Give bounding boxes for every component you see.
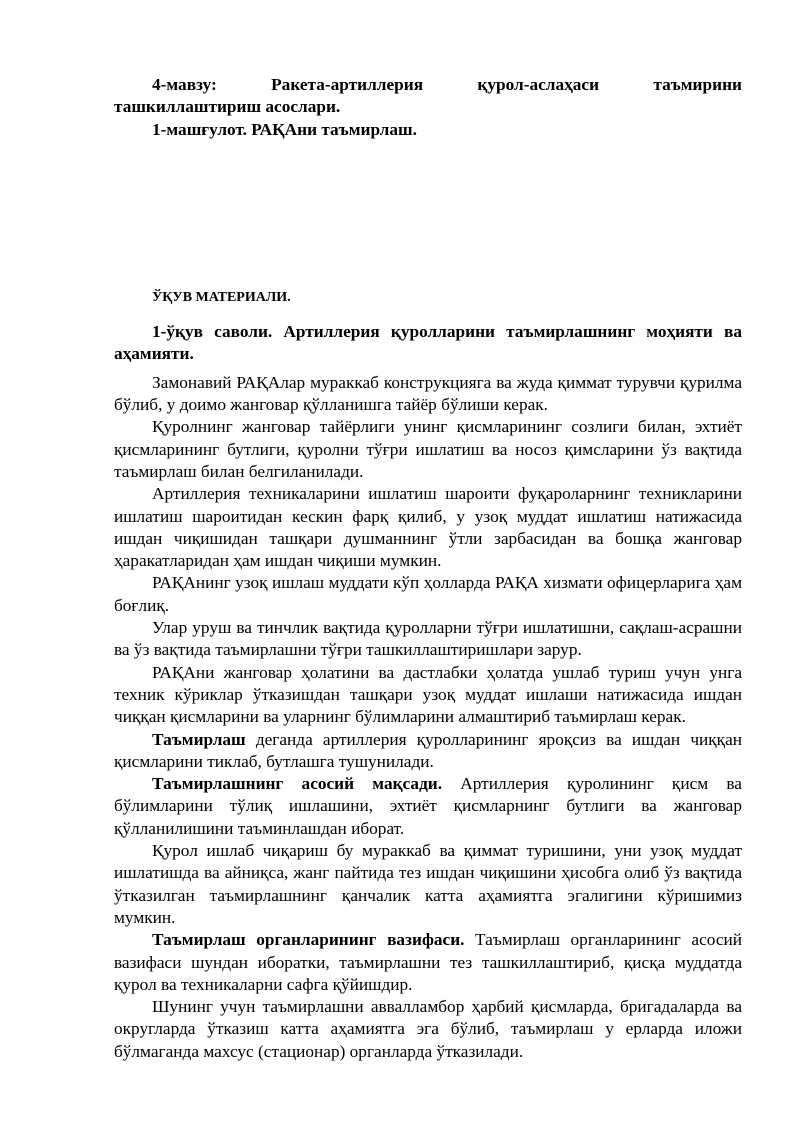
term-bold: Таъмирлаш органларининг вазифаси. bbox=[152, 930, 465, 950]
lesson-title: 1-машғулот. РАҚАни таъмирлаш. bbox=[152, 119, 417, 139]
document-page bbox=[114, 74, 742, 1063]
spacer bbox=[114, 141, 742, 287]
paragraph-6: РАҚАни жанговар ҳолатини ва дастлабки ҳолатда ушлаб туриш учун унга техник кўриклар ўтказишдан ташқари узоқ муддат ишлаши натижасида ишдан чиққан қисмларини ва уларнинг бўлимларини алмаштириб таъмирлаш керак. bbox=[114, 662, 742, 727]
paragraph-2: Қуролнинг жанговар тайёрлиги унинг қисмларининг созлиги билан, эхтиёт қисмларининг бутлиги, қуролни тўғри ишлатиш ва носоз қимсларини ўз вақтида таъмирлаш билан белгиланилади. bbox=[114, 417, 742, 481]
topic-title: 4-мавзу: Ракета-артиллерия қурол-аслаҳаси таъмирини ташкиллаштириш асослари. bbox=[114, 75, 742, 117]
section-label: ЎҚУВ МАТЕРИАЛИ. bbox=[152, 289, 291, 305]
question-heading: 1-ўқув саволи. Артиллерия қуролларини таъмирлашнинг моҳияти ва аҳамияти. bbox=[114, 322, 742, 364]
paragraph-4: РАҚАнинг узоқ ишлаш муддати кўп ҳолларда РАҚА хизмати офицерларига ҳам боғлиқ. bbox=[114, 573, 742, 615]
paragraph-10: Таъмирлаш органларининг вазифаси. Таъмирлаш органларининг асосий вазифаси шундан иборатки, таъмирлашни тез ташкиллаштириб, қисқа муддатда қурол ва техникаларни сафга қўйишдир. bbox=[114, 930, 742, 994]
paragraph-1: Замонавий РАҚАлар мураккаб конструкцияга ва жуда қиммат турувчи қурилма бўлиб, у доимо жанговар қўлланишга тайёр бўлиши керак. bbox=[114, 372, 742, 415]
paragraph-9: Қурол ишлаб чиқариш бу мураккаб ва қиммат туришини, уни узоқ муддат ишлатишда ва айниқса, жанг пайтида тез ишдан чиқишини ҳисобга олиб ўз вақтида ўтказилган таъмирлашнинг қанчалик катта аҳамиятга эгалигини кўришимиз мумкин. bbox=[114, 841, 742, 927]
paragraph-5: Улар уруш ва тинчлик вақтида қуролларни тўғри ишлатишни, сақлаш-асрашни ва ўз вақтида таъмирлашни тўғри ташкиллаштиришлари зарур. bbox=[114, 618, 742, 660]
paragraph-11: Шунинг учун таъмирлашни аввалламбор ҳарбий қисмларда, бригадаларда ва округларда ўтказиш катта аҳамиятга эга бўлиб, таъмирлаш у ерларда иложи бўлмаганда махсус (стационар) органларда ўтказилади. bbox=[114, 997, 742, 1061]
term-bold: Таъмирлаш bbox=[152, 729, 246, 749]
term-bold: Таъмирлашнинг асосий мақсади. bbox=[152, 774, 443, 794]
paragraph-8: Таъмирлашнинг асосий мақсади. Артиллерия қуролининг қисм ва бўлимларини тўлиқ ишлашини, эхтиёт қисмларнинг бутлиги ва жанговар қўлланилишини таъминлашдан иборат. bbox=[114, 774, 742, 838]
paragraph-7: Таъмирлаш деганда артиллерия қуролларининг яроқсиз ва ишдан чиққан қисмларини тиклаб, бутлашга тушунилади. bbox=[114, 729, 742, 771]
paragraph-3: Артиллерия техникаларини ишлатиш шароити фуқароларнинг техникларини ишлатиш шароитидан кескин фарқ қилиб, у узоқ муддат ишлатиш натижасида ишдан чиқишидан ташқари душманнинг ўтли зарбасидан ва бошқа жанговар ҳаракатларидан ҳам ишдан чиқиши мумкин. bbox=[114, 484, 742, 571]
